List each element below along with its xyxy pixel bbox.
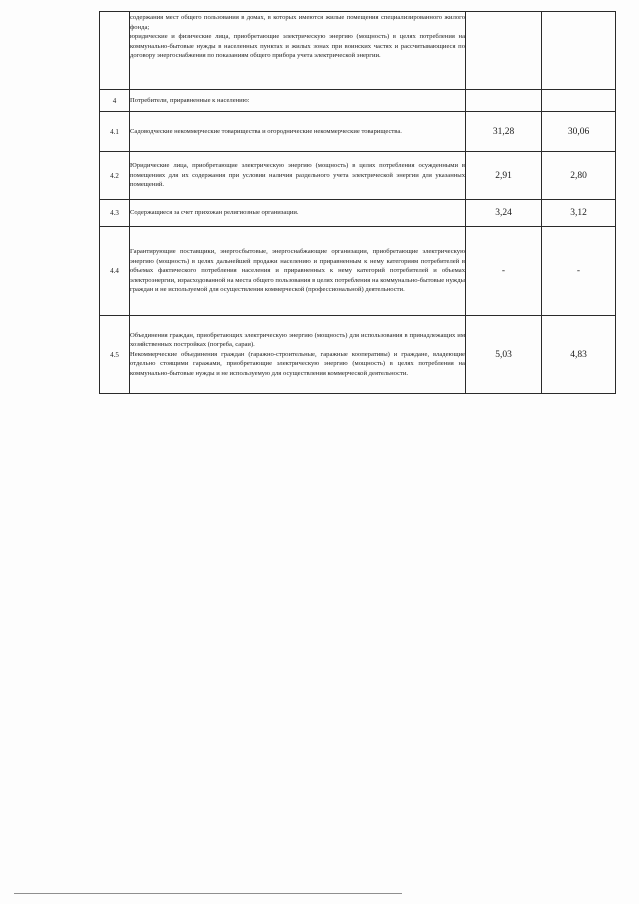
row-description: Потребители, приравненные к населению: xyxy=(130,90,466,112)
footer-divider xyxy=(14,893,402,894)
table-row xyxy=(100,90,616,112)
description-paragraph: содержания мест общего пользования в домах, в которых имеются жилые помещения специализированного жилого фонда; xyxy=(130,14,465,31)
tariff-value-2 xyxy=(542,12,616,90)
tariff-value-1: 3,24 xyxy=(466,200,542,227)
row-description: Юридические лица, приобретающие электрическую энергию (мощность) в целях потребления осужденными в помещениях для их содержания при условии наличия раздельного учета электрической энергии для указанных помещений. xyxy=(130,152,466,200)
tariff-value-2: 30,06 xyxy=(542,112,616,152)
row-description xyxy=(130,316,466,394)
row-number: 4.1 xyxy=(100,112,130,152)
row-number: 4.5 xyxy=(100,316,130,394)
description-paragraph: юридические и физические лица, приобретающие электрическую энергию (мощность) в целях потребления на коммунально-бытовые нужды в населенных пунктах и жилых зонах при воинских частях и рассчитывающиеся по договору энергоснабжения по показаниям общего прибора учета электрической энергии. xyxy=(130,33,465,60)
row-number: 4.3 xyxy=(100,200,130,227)
row-number: 4 xyxy=(100,90,130,112)
table-row xyxy=(100,112,616,152)
tariff-value-1: 2,91 xyxy=(466,152,542,200)
tariff-value-2: 4,83 xyxy=(542,316,616,394)
tariff-value-1 xyxy=(466,90,542,112)
row-number: 4.4 xyxy=(100,227,130,316)
tariff-value-1: 5,03 xyxy=(466,316,542,394)
row-number: 4.2 xyxy=(100,152,130,200)
table-row xyxy=(100,227,616,316)
row-description: Гарантирующие поставщики, энергосбытовые, энергоснабжающие организации, приобретающие электрическую энергию (мощность) в целях дальнейшей продажи населению и приравненным к нему категориям потребителей в объемах фактического потребления населения и приравненных к нему категорий потребителей и объемах электроэнергии, израсходованной на места общего пользования в целях потребления на коммунально-бытовые нужды граждан и не используемой для осуществления коммерческой (профессиональной) деятельности. xyxy=(130,227,466,316)
table-row xyxy=(100,12,616,90)
tariff-value-1 xyxy=(466,12,542,90)
tariff-value-1: - xyxy=(466,227,542,316)
table-row xyxy=(100,200,616,227)
table-row xyxy=(100,152,616,200)
description-paragraph: Некоммерческие объединения граждан (гаражно-строительные, гаражные кооперативы) и граждане, владеющие отдельно стоящими гаражами, приобретающие электрическую энергию (мощность) в целях потребления на коммунально-бытовые нужды и не используемую для осуществления коммерческой деятельности. xyxy=(130,350,465,377)
tariff-value-2: - xyxy=(542,227,616,316)
tariff-table xyxy=(99,11,616,394)
tariff-value-2 xyxy=(542,90,616,112)
tariff-value-2: 2,80 xyxy=(542,152,616,200)
row-description xyxy=(130,12,466,90)
row-description: Содержащиеся за счет прихожан религиозные организации. xyxy=(130,200,466,227)
tariff-value-2: 3,12 xyxy=(542,200,616,227)
tariff-value-1: 31,28 xyxy=(466,112,542,152)
table-row xyxy=(100,316,616,394)
row-number xyxy=(100,12,130,90)
description-paragraph: Объединения граждан, приобретающих электрическую энергию (мощность) для использования в принадлежащих им хозяйственных постройках (погреба, сараи). xyxy=(130,331,465,349)
row-description: Садоводческие некоммерческие товарищества и огороднические некоммерческие товарищества. xyxy=(130,112,466,152)
